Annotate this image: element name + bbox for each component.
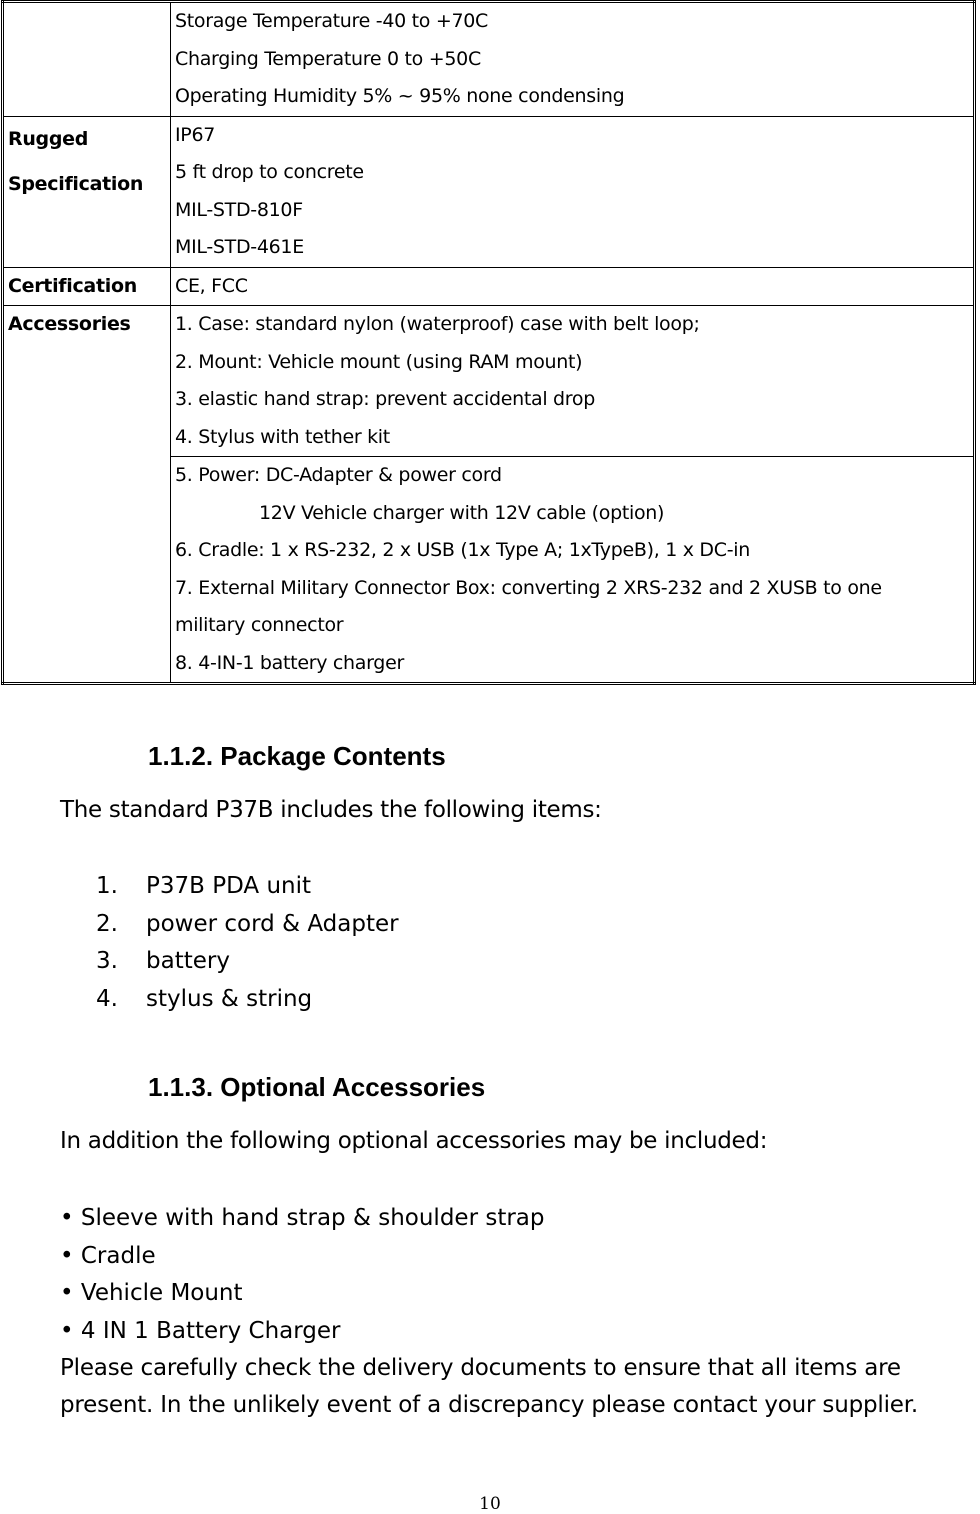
list-item [96,943,399,981]
list-item: • Cradle [60,1242,156,1269]
spec-line: 5. Power: DC-Adapter & power cord [175,464,502,486]
spec-line: 4. Stylus with tether kit [175,425,390,448]
closing-paragraph: Please carefully check the delivery documents to ensure that all items are present. In the unlikely event of a discrepancy please contact your supplier. [60,1355,918,1418]
package-contents-heading: 1.1.2. Package Contents [148,741,446,771]
item-number: 1. [96,873,118,899]
list-item [96,868,399,906]
list-item: • Sleeve with hand strap & shoulder strap [60,1205,545,1231]
spec-line: 2. Mount: Vehicle mount (using RAM mount) [175,350,583,373]
item-text: stylus & string [146,985,313,1012]
rugged-values [171,116,975,267]
spec-line: 12V Vehicle charger with 12V cable (option) [259,501,665,524]
spec-line: Charging Temperature 0 to +50C [175,47,481,70]
list-item: • Vehicle Mount [60,1280,243,1306]
accessories-values-a [171,306,975,457]
certification-row [3,267,975,306]
spec-line: 6. Cradle: 1 x RS-232, 2 x USB (1x Type A; 1xTypeB), 1 x DC-in [175,539,750,561]
package-list [96,868,399,1018]
certification-value: CE, FCC [171,267,975,306]
list-item: • 4 IN 1 Battery Charger [60,1317,341,1344]
item-text: battery [146,948,230,974]
environment-values [171,2,975,117]
certification-label: Certification [3,267,171,306]
package-intro: The standard P37B includes the following items: [60,797,602,823]
spec-line: MIL-STD-810F [175,198,303,221]
spec-line: Operating Humidity 5% ~ 95% none condensing [175,85,625,107]
optional-intro: In addition the following optional accessories may be included: [60,1128,768,1154]
item-number: 2. [96,910,118,937]
item-number: 3. [96,948,118,974]
spec-line: IP67 [175,123,216,146]
optional-accessories-heading: 1.1.3. Optional Accessories [148,1072,486,1102]
accessories-label: Accessories [3,306,171,684]
spec-line: military connector [175,614,344,636]
spec-line: MIL-STD-461E [175,236,304,258]
environment-label-cell [3,2,171,117]
optional-list [60,1200,544,1350]
spec-line: 1. Case: standard nylon (waterproof) case with belt loop; [175,313,700,335]
spec-line: 3. elastic hand strap: prevent accidental drop [175,388,595,410]
accessories-values-b [171,457,975,684]
spec-line: 8. 4-IN-1 battery charger [175,651,404,674]
rugged-row [3,116,975,267]
spec-table [1,0,976,685]
spec-line: 7. External Military Connector Box: converting 2 XRS-232 and 2 XUSB to one [175,576,882,599]
item-text: P37B PDA unit [146,873,312,899]
list-item [96,981,399,1019]
item-text: power cord & Adapter [146,910,399,937]
list-item [96,906,399,944]
accessories-row [3,306,975,457]
environment-row [3,2,975,117]
page-number: 10 [479,1494,501,1514]
rugged-label: Rugged Specification [3,116,171,267]
item-number: 4. [96,985,118,1012]
spec-line: Storage Temperature -40 to +70C [175,10,489,32]
spec-line: 5 ft drop to concrete [175,161,364,183]
